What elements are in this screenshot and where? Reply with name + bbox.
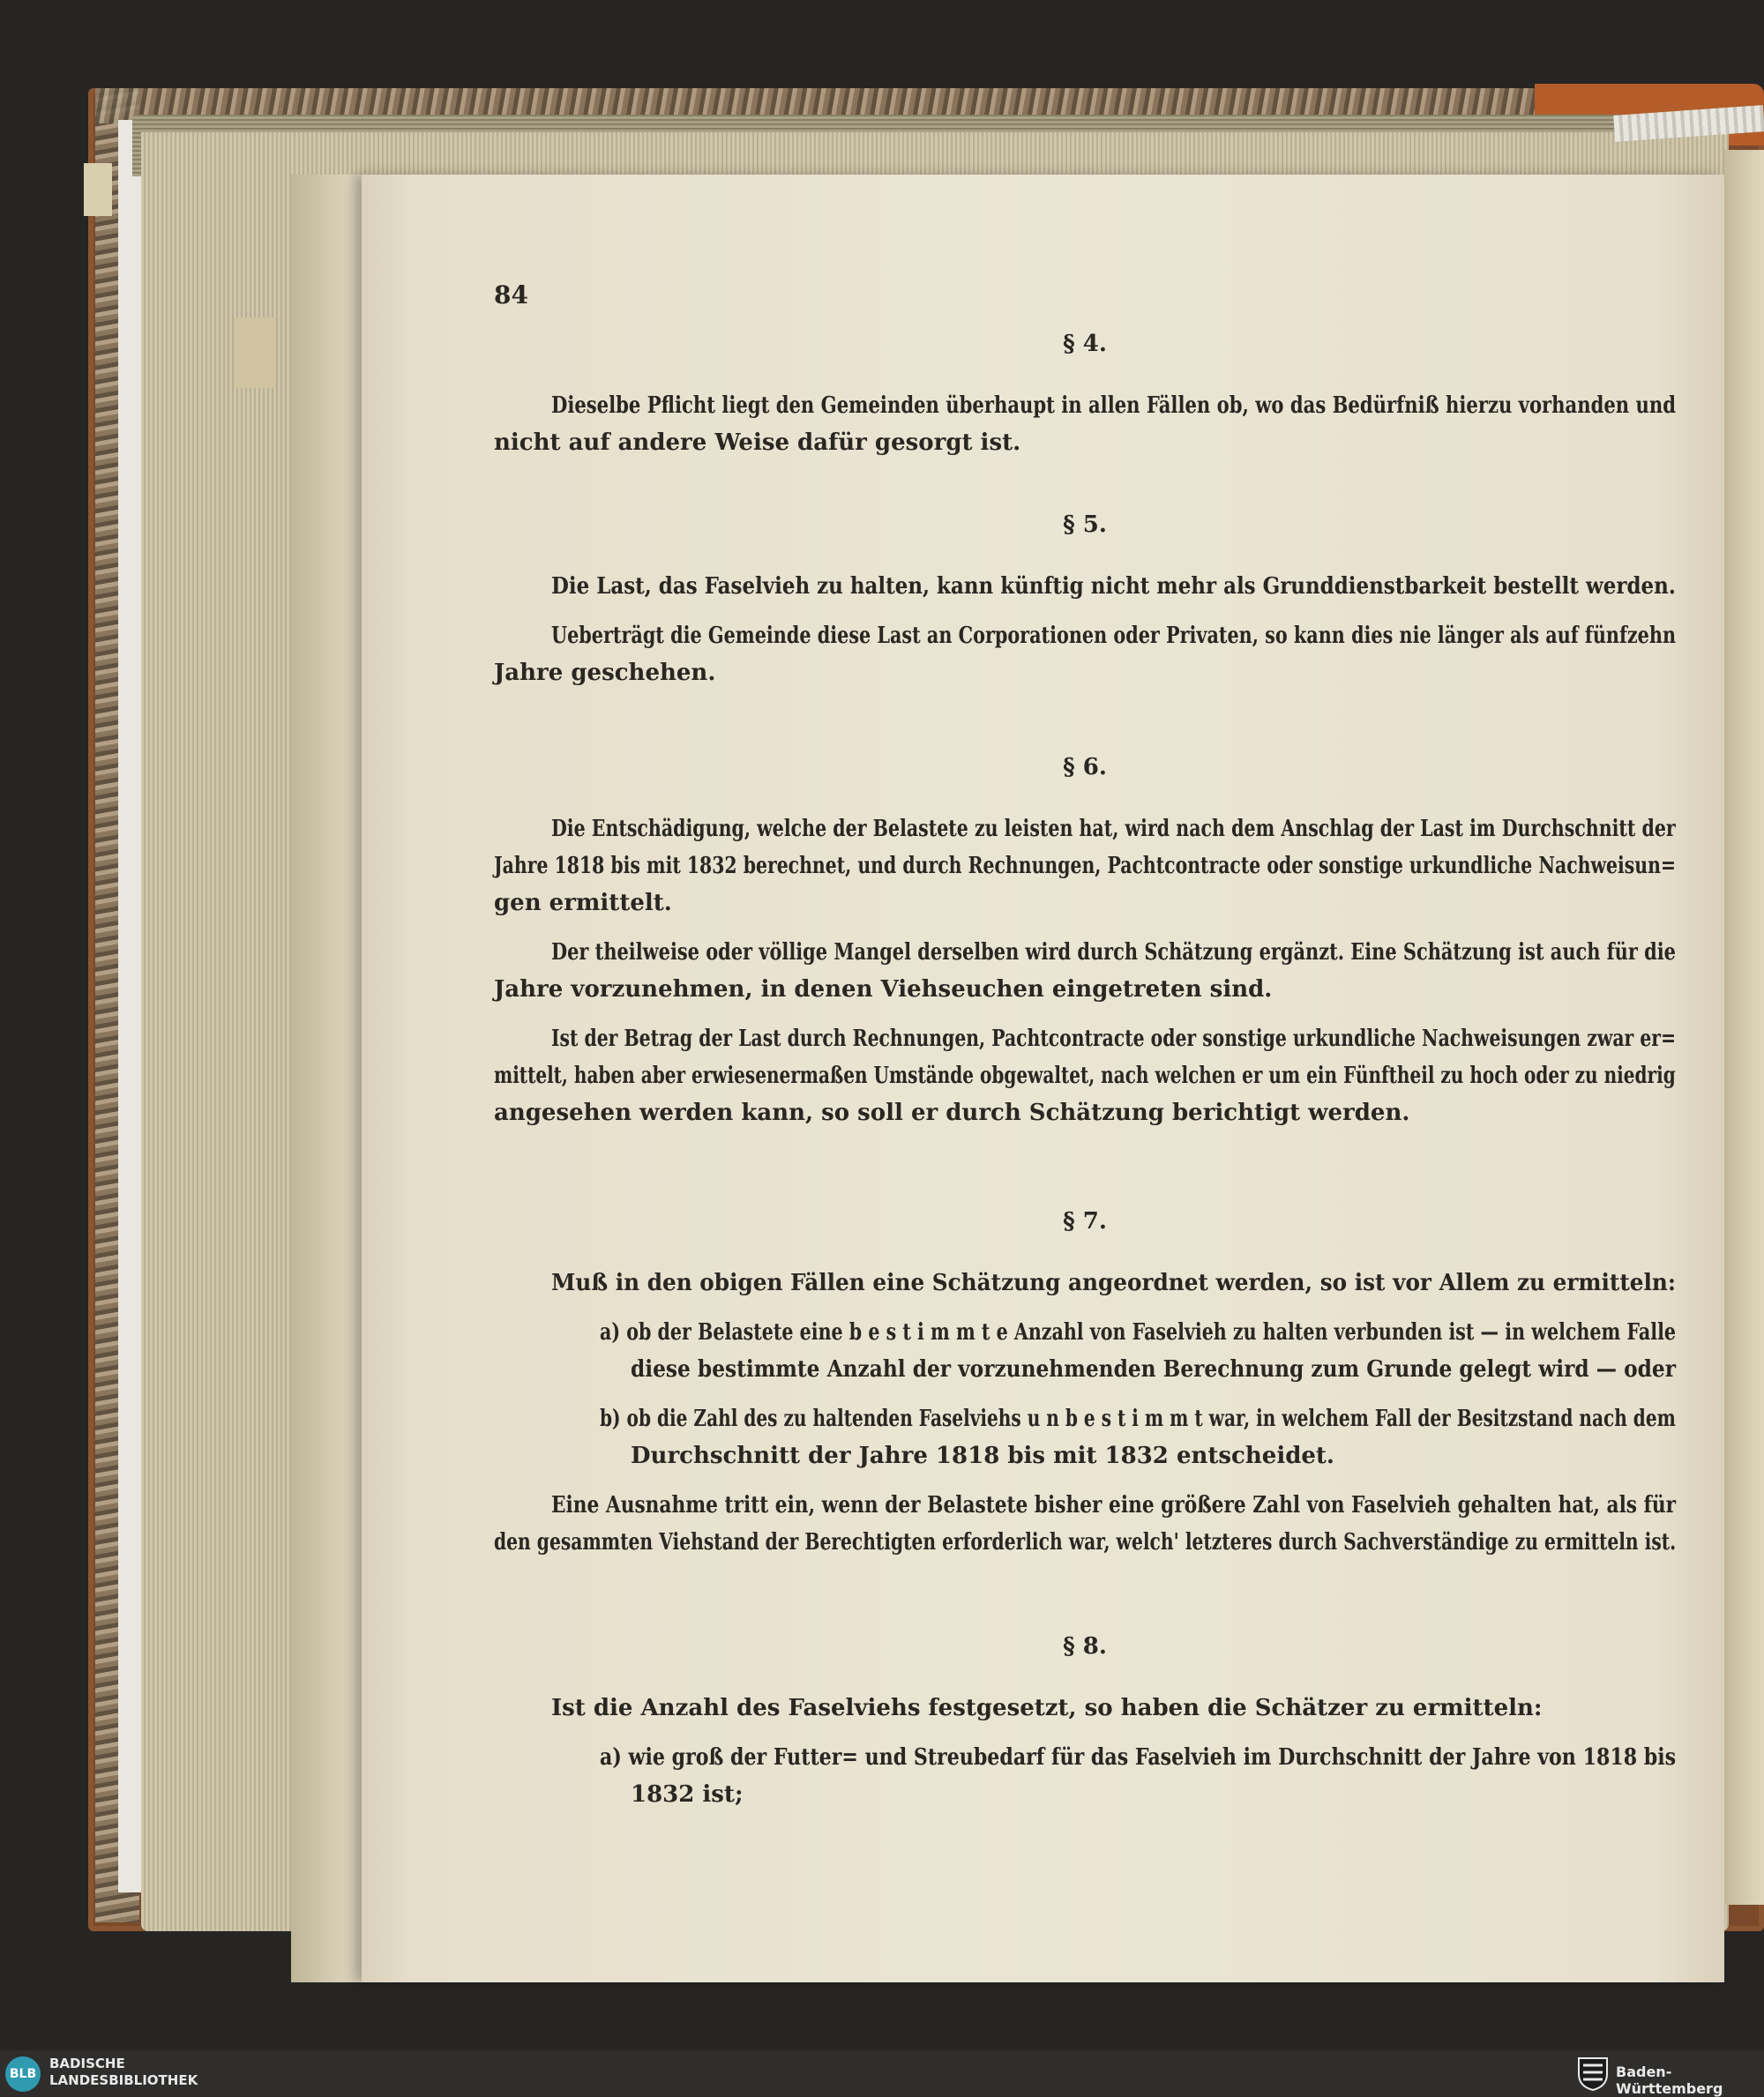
paragraph-line: Ueberträgt die Gemeinde diese Last an Corporationen oder Privaten, so kann dies nie länger als auf fünfzehn — [551, 623, 1677, 649]
paragraph-line: Ist die Anzahl des Faselviehs festgesetzt, so haben die Schätzer zu ermitteln: — [551, 1695, 1543, 1721]
paragraph-line: Muß in den obigen Fällen eine Schätzung angeordnet werden, so ist vor Allem zu ermitteln: — [551, 1270, 1676, 1296]
list-item-line: b) ob die Zahl des zu haltenden Faselviehs u n b e s t i m m t war, in welchem Fall der Besitzstand nach dem — [600, 1406, 1676, 1432]
endpaper — [118, 120, 143, 1892]
list-item-line: diese bestimmte Anzahl der vorzunehmenden Berechnung zum Grunde gelegt wird — oder — [631, 1356, 1677, 1383]
paragraph-line: nicht auf andere Weise dafür gesorgt ist. — [494, 429, 1021, 456]
paragraph-line: Dieselbe Pflicht liegt den Gemeinden überhaupt in allen Fällen ob, wo das Bedürfniß hierzu vorhanden und — [551, 392, 1677, 419]
paragraph-line: Jahre 1818 bis mit 1832 berechnet, und durch Rechnungen, Pachtcontracte oder sonstige urkundliche Nachweisun= — [494, 853, 1677, 879]
paragraph-line: Eine Ausnahme tritt ein, wenn der Belastete bisher eine größere Zahl von Faselvieh gehalten hat, als für — [551, 1492, 1677, 1519]
paragraph-line: Die Entschädigung, welche der Belastete zu leisten hat, wird nach dem Anschlag der Last im Durchschnitt der — [551, 816, 1676, 842]
baden-wuerttemberg-label[interactable]: Baden-Württemberg — [1616, 2063, 1723, 2097]
section-heading: § 5. — [1063, 511, 1107, 538]
section-heading: § 7. — [1063, 1208, 1107, 1235]
section-heading: § 8. — [1063, 1633, 1107, 1660]
paragraph-line: Die Last, das Faselvieh zu halten, kann künftig nicht mehr als Grunddienstbarkeit bestellt werden. — [551, 573, 1676, 600]
section-heading: § 4. — [1063, 331, 1107, 357]
list-item-line: 1832 ist; — [631, 1781, 744, 1808]
paragraph-line: Jahre geschehen. — [494, 660, 716, 686]
blb-label[interactable] — [49, 2056, 198, 2089]
paper-tab — [234, 317, 276, 388]
paper-tab — [84, 163, 112, 216]
paragraph-line: angesehen werden kann, so soll er durch Schätzung berichtigt werden. — [494, 1100, 1410, 1126]
paragraph-line: mittelt, haben aber erwiesenermaßen Umstände obgewaltet, nach welchen er um ein Fünftheil zu hoch oder zu niedrig — [494, 1063, 1676, 1089]
paragraph-line: Ist der Betrag der Last durch Rechnungen, Pachtcontracte oder sonstige urkundliche Nachweisungen zwar er= — [551, 1026, 1677, 1052]
blb-logo[interactable]: BLB — [5, 2056, 41, 2092]
paragraph-line: gen ermittelt. — [494, 890, 672, 916]
paragraph-line: den gesammten Viehstand der Berechtigten erforderlich war, welch' letzteres durch Sachverständige zu ermitteln ist. — [494, 1529, 1677, 1556]
section-heading: § 6. — [1063, 754, 1107, 780]
page-number: 84 — [494, 280, 528, 310]
list-item-line: Durchschnitt der Jahre 1818 bis mit 1832 entscheidet. — [631, 1443, 1334, 1469]
baden-wuerttemberg-crest-icon — [1575, 2055, 1611, 2092]
paragraph-line: Der theilweise oder völlige Mangel derselben wird durch Schätzung ergänzt. Eine Schätzung ist auch für die — [551, 939, 1676, 966]
right-page-edge — [1724, 150, 1764, 1905]
list-item-line: a) wie groß der Futter= und Streubedarf für das Faselvieh im Durchschnitt der Jahre von 1818 bis — [600, 1744, 1677, 1771]
footer-bar — [0, 2050, 1764, 2096]
paragraph-line: Jahre vorzunehmen, in denen Viehseuchen eingetreten sind. — [494, 976, 1273, 1003]
blb-label-line1: BADISCHE — [49, 2056, 125, 2071]
list-item-line: a) ob der Belastete eine b e s t i m m t e Anzahl von Faselvieh zu halten verbunden ist — in welchem Falle — [600, 1319, 1676, 1346]
page-gutter — [291, 175, 366, 1982]
blb-label-line2: LANDESBIBLIOTHEK — [49, 2072, 198, 2088]
